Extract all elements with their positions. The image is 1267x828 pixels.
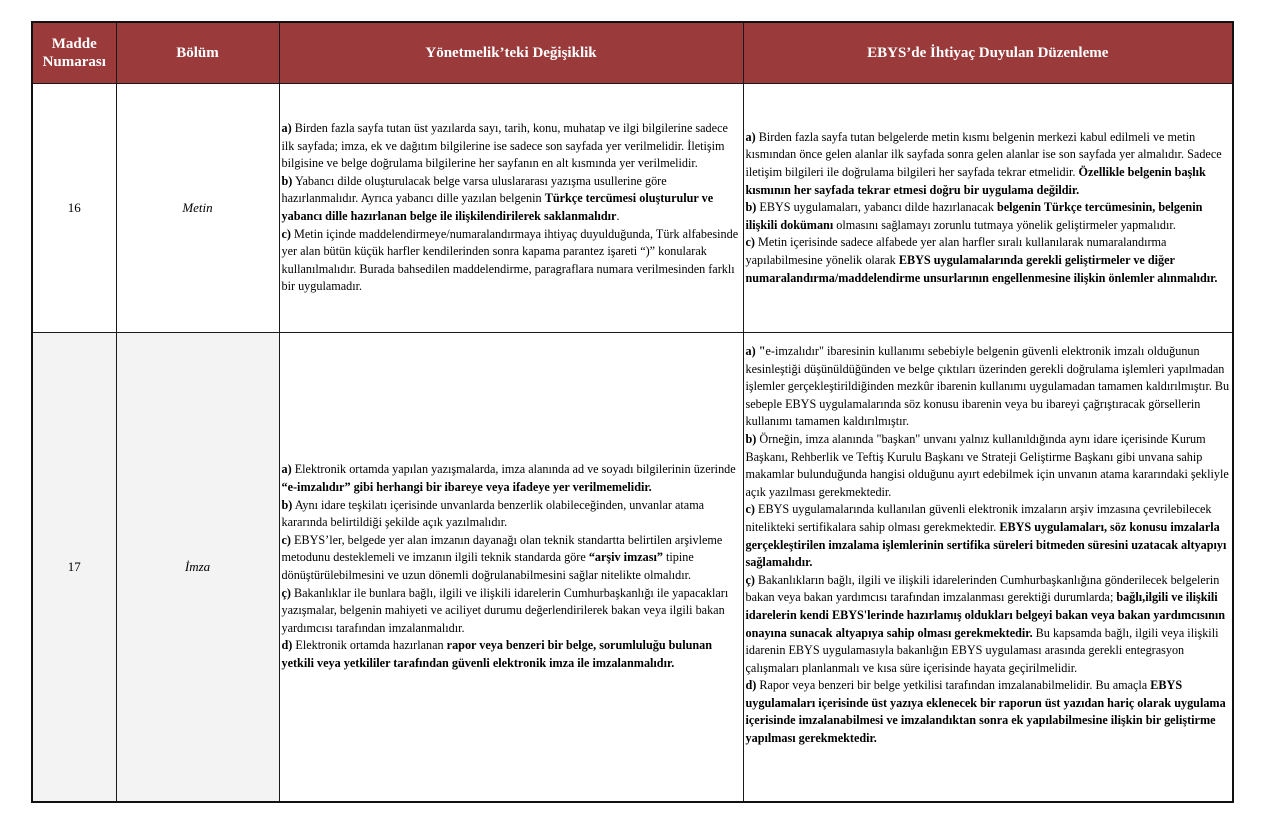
text-segment: Metin içerisinde sadece alfabede yer alan harfler sıralı kullanılarak numaralandırma yapılabilmesine yönelik olarak bbox=[745, 235, 1167, 267]
bold-text: belgenin Türkçe tercümesinin, belgenin ilişkili dokümanı bbox=[745, 200, 1203, 232]
bold-text: ç) bbox=[745, 572, 755, 587]
text-segment: e-imzalıdır" ibaresinin kullanımı sebebiyle belgenin güvenli elektronik imzalı olduğunun kesinleştiği düşünüldüğünden ve belge çıktıları üzerinden gerekli doğrulama işlemleri yapılmadan işlemler gerçekleştirildiğinden mezkûr ibarenin kullanımı uygulamadan tamamen kaldırılmıştır. Bu sebeple EBYS uygulamalarında söz konusu ibarenin veya bu ibareyi çağrıştıracak görsellerin kullanımı tamamen kaldırılmıştır. bbox=[745, 344, 1230, 429]
list-item bbox=[746, 572, 1232, 678]
list-item bbox=[746, 677, 1232, 747]
text-segment: EBYS uygulamalarında kullanılan güvenli elektronik imzaların arşiv imzasına çevrilebilecek nitelikteki sertifikalara sahip olması gerekmektedir. bbox=[745, 502, 1212, 534]
bold-text: c) bbox=[281, 532, 291, 547]
text-segment: Birden fazla sayfa tutan üst yazılarda sayı, tarih, konu, muhatap ve ilgi bilgilerine sadece ilk sayfada; imza, ek ve dağıtım bilgilerine ise sadece son sayfada yer verilmelidir. İletişim bilgisine ve belge doğrulama bilgilerine her sayfanın en alt kısmında yer verilmelidir. bbox=[281, 121, 728, 171]
bold-text: EBYS uygulamaları içerisinde üst yazıya eklenecek bir raporun üst yazıdan hariç olarak uygulama içerisinde imzalanabilmesi ve imzalandıktan sonra ek yapılabilmesine ilişkin bir geliştirme yapılması gerekmektedir. bbox=[745, 678, 1226, 746]
text-segment: tipine dönüştürülebilmesini ve uzun dönemli doğrulanabilmesini sağlar nitelikte olmalıdır. bbox=[281, 550, 694, 582]
text-segment: Rapor veya benzeri bir belge yetkilisi tarafından imzalanabilmelidir. Bu amaçla bbox=[756, 678, 1151, 693]
text-segment: Bu kapsamda bağlı, ilgili veya ilişkili idarenin EBYS uygulamasıyla bakanlığın EBYS uygulaması arasında gerekli entegrasyon çalışmaları planlanmalı ve kısa süre içerisinde hayata geçirilmelidir. bbox=[745, 625, 1219, 675]
bold-text: Türkçe tercümesi oluşturulur ve yabancı dille hazırlanan belge ile ilişkilendirilerek saklanmalıdır bbox=[281, 191, 714, 223]
bold-text: d) bbox=[745, 678, 757, 693]
bold-text: b) bbox=[745, 431, 757, 446]
article-number: 17 bbox=[32, 333, 116, 803]
bold-text: “e-imzalıdır” gibi herhangi bir ibareye veya ifadeye yer verilmemelidir. bbox=[281, 480, 652, 495]
bold-text: " bbox=[758, 344, 766, 358]
text-segment: Aynı idare teşkilatı içerisinde unvanlarda benzerlik olabileceğinden, unvanlar atama kararında belirtildiği şekilde açık yazılmalıdır. bbox=[281, 497, 705, 530]
list-item bbox=[282, 585, 742, 638]
text-segment: EBYS uygulamaları, yabancı dilde hazırlanacak bbox=[756, 200, 997, 215]
list-item bbox=[746, 343, 1232, 431]
bold-text: a) bbox=[281, 121, 292, 136]
bold-text: b) bbox=[281, 497, 293, 512]
list-item bbox=[746, 501, 1232, 571]
bold-text: ç) bbox=[281, 585, 291, 600]
text-segment: Örneğin, imza alanında "başkan" unvanı yalnız kullanıldığında aynı idare içerisinde Kurum Başkanı, Rehberlik ve Teftiş Kurulu Başkanı ve Strateji Geliştirme Başkanı gibi unvana sahip makamlar bulunduğunda hangisi olduğunu ayırt edebilmek için unvanın atama kararındaki şekliyle açık yazılması gerekmektedir. bbox=[745, 431, 1229, 499]
list-item bbox=[746, 234, 1232, 287]
text-segment: Yabancı dilde oluşturulacak belge varsa uluslararası yazışma usullerine göre hazırlanmalıdır. Ayrıca yabancı dille yazılan belgenin bbox=[281, 173, 667, 206]
header-ebys-requirement: EBYS’de İhtiyaç Duyulan Düzenleme bbox=[743, 22, 1233, 84]
text-segment: . bbox=[616, 209, 620, 223]
bold-text: EBYS uygulamaları, söz konusu imzalarla gerçekleştirilen imzalama işlemlerinin sertifika süreleri bitmeden süresini uzatacak altyapıyı sağlamalıdır. bbox=[745, 519, 1227, 570]
regulation-table bbox=[31, 21, 1234, 803]
bold-text: b) bbox=[281, 173, 293, 188]
header-regulation-change: Yönetmelik’teki Değişiklik bbox=[279, 22, 743, 84]
header-section: Bölüm bbox=[116, 22, 279, 84]
list-item bbox=[282, 637, 742, 672]
bold-text: c) bbox=[745, 502, 755, 517]
bold-text: a) bbox=[745, 129, 756, 144]
text-segment: Metin içinde maddelendirmeye/numaralandırmaya ihtiyaç duyulduğunda, Türk alfabesinde yer alan bütün küçük harfler kendilerinden sonra kapama parantez işareti “)” konularak kullanılmalıdır. Burada bahsedilen maddelendirme, paragraflara numara verilmesinden farklı bir uygulamadır. bbox=[281, 226, 739, 294]
list-item bbox=[282, 120, 742, 173]
list-item bbox=[746, 199, 1232, 234]
bold-text: b) bbox=[745, 200, 757, 215]
regulation-change-cell bbox=[279, 84, 743, 333]
list-item bbox=[282, 226, 742, 296]
regulation-change-cell bbox=[279, 333, 743, 803]
bold-text: c) bbox=[281, 226, 291, 241]
text-segment: Bakanlıkların bağlı, ilgili ve ilişkili idarelerinden Cumhurbaşkanlığına gönderilecek belgelerin bakan veya bakan yardımcısı tarafından imzalanması gerektiği durumlarda; bbox=[745, 572, 1220, 605]
bold-text: rapor veya benzeri bir belge, sorumluluğu bulunan yetkili veya yetkililer tarafından güvenli elektronik imza ile imzalanmalıdır. bbox=[281, 638, 713, 670]
table-row bbox=[32, 84, 1233, 333]
table-row bbox=[32, 333, 1233, 803]
text-segment: Birden fazla sayfa tutan belgelerde metin kısmı belgenin merkezi kabul edilmeli ve metin kısmından önce gelen alanlar ilk sayfada sonra gelen alanlar ise son sayfada yer almalıdır. Sadece iletişim bilgileri ile doğrulama bilgileri her sayfada tekrar etmelidir. bbox=[745, 129, 1222, 180]
text-segment: Bakanlıklar ile bunlara bağlı, ilgili ve ilişkili idarelerin Cumhurbaşkanlığı ile yapacakları yazışmalar, belgenin mahiyeti ve aciliyet durumu değerlendirilerek bakan veya ilgili bakan yardımcısı tarafından imzalanmalıdır. bbox=[281, 585, 729, 635]
list-item bbox=[746, 129, 1232, 199]
bold-text: c) bbox=[745, 235, 755, 250]
list-item bbox=[282, 532, 742, 585]
list-item bbox=[746, 431, 1232, 501]
list-item bbox=[282, 173, 742, 226]
article-number: 16 bbox=[32, 84, 116, 333]
section-name: İmza bbox=[116, 333, 279, 803]
bold-text: a) bbox=[745, 344, 756, 358]
section-name: Metin bbox=[116, 84, 279, 333]
header-article-number: Madde Numarası bbox=[32, 22, 116, 84]
text-segment: Elektronik ortamda yapılan yazışmalarda, imza alanında ad ve soyadı bilgilerinin üzerinde bbox=[291, 462, 736, 477]
text-segment: olmasını sağlamayı zorunlu tutmaya yönelik geliştirmeler yapmalıdır. bbox=[833, 217, 1176, 232]
bold-text: d) bbox=[281, 638, 293, 653]
ebys-requirement-cell bbox=[743, 84, 1233, 333]
text-segment: Elektronik ortamda hazırlanan bbox=[292, 638, 447, 653]
list-item bbox=[282, 497, 742, 532]
bold-text: “arşiv imzası” bbox=[588, 550, 663, 565]
bold-text: a) bbox=[281, 462, 292, 477]
list-item bbox=[282, 461, 742, 496]
bold-text: EBYS uygulamalarında gerekli geliştirmeler ve diğer numaralandırma/maddelendirme unsurlarının engellenmesine ilişkin önlemler alınmalıdır. bbox=[745, 252, 1218, 285]
ebys-requirement-cell bbox=[743, 333, 1233, 803]
header-row bbox=[32, 22, 1233, 84]
text-segment: EBYS’ler, belgede yer alan imzanın dayanağı olan teknik standartta belirtilen arşivleme metodunu desteklemeli ve imzanın ilgili teknik standarda göre bbox=[281, 532, 723, 565]
bold-text: bağlı,ilgili ve ilişkili idarelerin kendi EBYS'lerinde hazırlamış oldukları belgeyi bakan veya bakan yardımcısının onayına sunacak altyapıya sahip olması gerekmektedir. bbox=[745, 590, 1226, 640]
bold-text: Özellikle belgenin başlık kısmının her sayfada tekrar etmesi doğru bir uygulama değildir. bbox=[745, 165, 1206, 197]
